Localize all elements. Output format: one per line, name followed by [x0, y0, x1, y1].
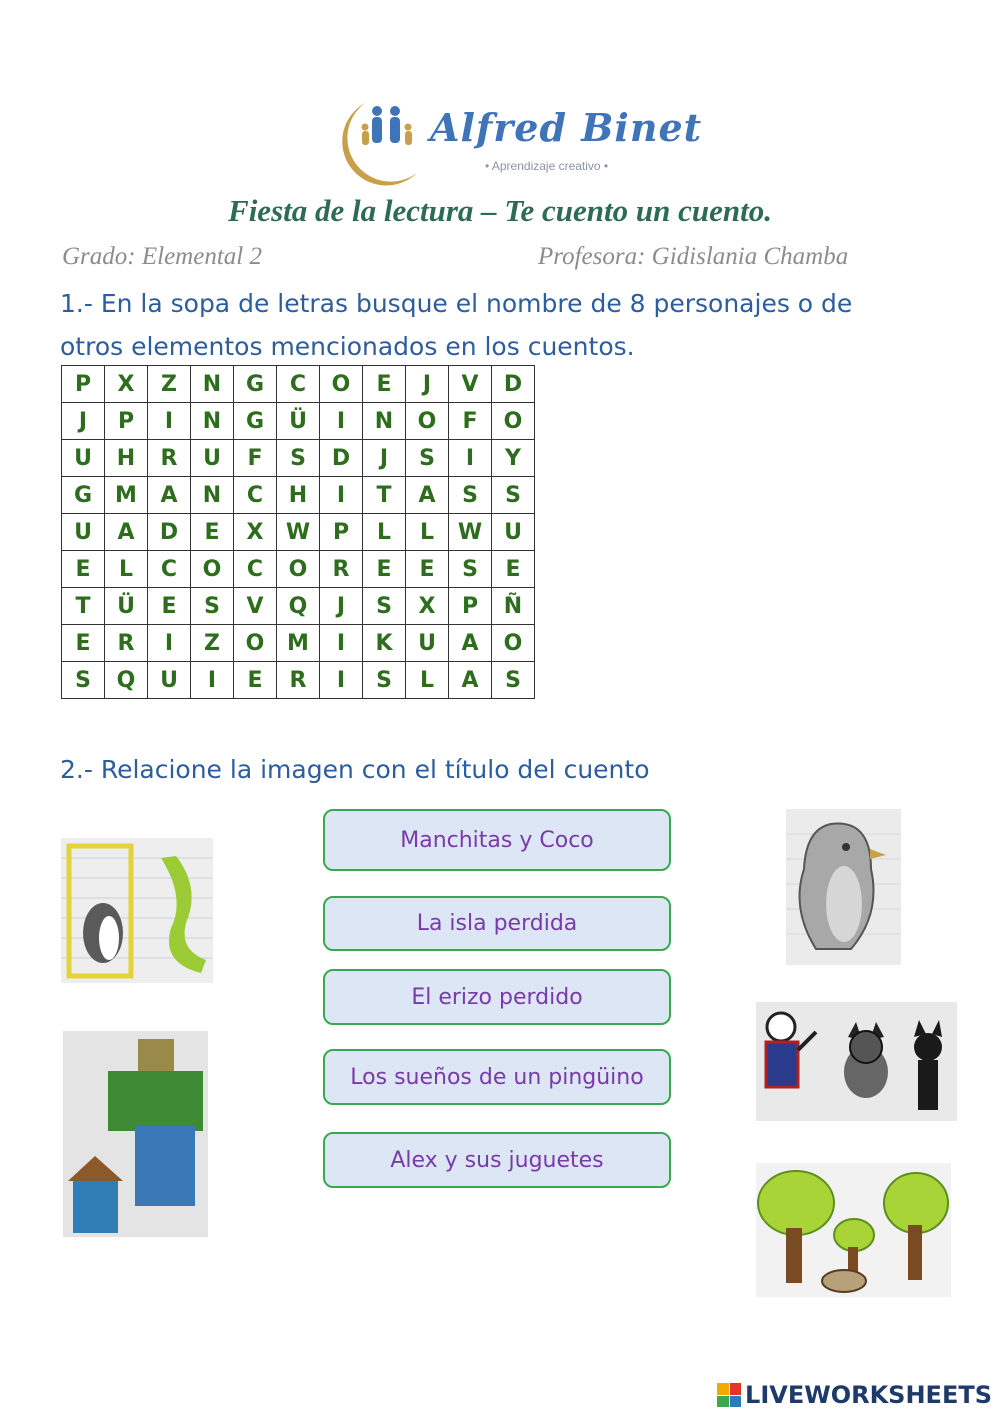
grid-cell[interactable]: R — [277, 662, 320, 699]
grid-cell[interactable]: G — [62, 477, 105, 514]
teacher-label: Profesora: Gidislania Chamba — [538, 243, 849, 270]
grid-cell[interactable]: X — [105, 366, 148, 403]
grid-cell[interactable]: O — [191, 551, 234, 588]
drawing-trees-and-hedgehog[interactable] — [756, 1163, 951, 1297]
grid-cell[interactable]: I — [320, 403, 363, 440]
grid-cell[interactable]: C — [148, 551, 191, 588]
grid-row — [62, 477, 535, 514]
grid-cell[interactable]: P — [449, 588, 492, 625]
moon-family-icon — [325, 95, 435, 190]
grid-cell[interactable]: E — [62, 551, 105, 588]
grid-cell[interactable]: W — [277, 514, 320, 551]
grid-cell[interactable]: V — [449, 366, 492, 403]
drawing-penguin-and-plant[interactable] — [61, 838, 213, 983]
grid-cell[interactable]: H — [105, 440, 148, 477]
grid-cell[interactable]: U — [406, 625, 449, 662]
grid-cell[interactable]: X — [406, 588, 449, 625]
grid-cell[interactable]: Ü — [277, 403, 320, 440]
page-title: Fiesta de la lectura – Te cuento un cuento. — [228, 193, 772, 228]
grid-cell[interactable]: Q — [277, 588, 320, 625]
grid-cell[interactable]: Ñ — [492, 588, 535, 625]
grid-cell[interactable]: D — [492, 366, 535, 403]
question-2: 2.- Relacione la imagen con el título del cuento — [60, 755, 650, 784]
grid-cell[interactable]: G — [234, 366, 277, 403]
grid-row — [62, 366, 535, 403]
grid-cell[interactable]: Z — [148, 366, 191, 403]
grid-cell[interactable]: E — [234, 662, 277, 699]
grid-cell[interactable]: K — [363, 625, 406, 662]
grid-cell[interactable]: I — [148, 403, 191, 440]
grid-cell[interactable]: E — [363, 366, 406, 403]
grid-cell[interactable]: R — [148, 440, 191, 477]
grid-cell[interactable]: E — [62, 625, 105, 662]
grid-cell[interactable]: I — [449, 440, 492, 477]
grid-cell[interactable]: S — [363, 662, 406, 699]
drawing-toys-and-cats[interactable] — [756, 1002, 957, 1121]
grid-row — [62, 551, 535, 588]
brand-text: LIVEWORKSHEETS — [745, 1381, 992, 1409]
grid-cell[interactable]: R — [320, 551, 363, 588]
grid-cell[interactable]: L — [105, 551, 148, 588]
grid-cell[interactable]: E — [363, 551, 406, 588]
answer-option-3[interactable]: El erizo perdido — [323, 969, 671, 1025]
grid-cell[interactable]: R — [105, 625, 148, 662]
answer-option-5[interactable]: Alex y sus juguetes — [323, 1132, 671, 1188]
grid-cell[interactable]: A — [148, 477, 191, 514]
grid-cell[interactable]: C — [234, 551, 277, 588]
answer-option-4[interactable]: Los sueños de un pingüino — [323, 1049, 671, 1105]
liveworksheets-icon — [717, 1383, 741, 1407]
question-1 — [60, 282, 960, 368]
grid-cell[interactable]: O — [277, 551, 320, 588]
grid-cell[interactable]: O — [492, 625, 535, 662]
drawing-boy-and-house[interactable] — [63, 1031, 208, 1237]
grid-cell[interactable]: J — [320, 588, 363, 625]
grid-cell[interactable]: E — [191, 514, 234, 551]
grid-cell[interactable]: C — [277, 366, 320, 403]
grid-cell[interactable]: P — [320, 514, 363, 551]
grid-cell[interactable]: S — [191, 588, 234, 625]
grid-row — [62, 625, 535, 662]
grid-cell[interactable]: N — [191, 477, 234, 514]
grid-cell[interactable]: P — [62, 366, 105, 403]
grid-cell[interactable]: I — [320, 625, 363, 662]
grid-cell[interactable]: T — [363, 477, 406, 514]
grid-cell[interactable]: E — [148, 588, 191, 625]
liveworksheets-brand — [717, 1381, 992, 1409]
school-logo — [325, 95, 703, 190]
grid-cell[interactable]: U — [62, 514, 105, 551]
question-1-line-1: 1.- En la sopa de letras busque el nombre de 8 personajes o de — [60, 289, 853, 318]
grid-cell[interactable]: H — [277, 477, 320, 514]
grid-row — [62, 662, 535, 699]
grid-cell[interactable]: O — [234, 625, 277, 662]
grid-cell[interactable]: I — [148, 625, 191, 662]
grid-cell[interactable]: W — [449, 514, 492, 551]
grid-cell[interactable]: F — [449, 403, 492, 440]
grid-cell[interactable]: N — [191, 403, 234, 440]
grid-cell[interactable]: T — [62, 588, 105, 625]
grid-cell[interactable]: N — [191, 366, 234, 403]
drawing-penguin[interactable] — [786, 809, 901, 965]
grid-cell[interactable]: F — [234, 440, 277, 477]
grid-cell[interactable]: L — [406, 662, 449, 699]
grid-row — [62, 403, 535, 440]
grid-cell[interactable]: S — [492, 662, 535, 699]
grid-cell[interactable]: U — [148, 662, 191, 699]
word-search-grid — [61, 365, 535, 699]
grid-cell[interactable]: A — [449, 662, 492, 699]
school-name: Alfred Binet — [430, 105, 703, 150]
grid-cell[interactable]: L — [363, 514, 406, 551]
grid-row — [62, 588, 535, 625]
grid-cell[interactable]: S — [62, 662, 105, 699]
grid-cell[interactable]: S — [449, 551, 492, 588]
grid-cell[interactable]: U — [191, 440, 234, 477]
grid-row — [62, 514, 535, 551]
grid-cell[interactable]: A — [406, 477, 449, 514]
school-tagline: • Aprendizaje creativo • — [485, 159, 609, 173]
grid-cell[interactable]: S — [406, 440, 449, 477]
grid-cell[interactable]: E — [492, 551, 535, 588]
grid-cell[interactable]: Q — [105, 662, 148, 699]
grid-cell[interactable]: U — [492, 514, 535, 551]
grade-label: Grado: Elemental 2 — [62, 243, 262, 270]
question-1-line-2: otros elementos mencionados en los cuentos. — [60, 332, 635, 361]
grid-cell[interactable]: O — [406, 403, 449, 440]
answer-option-1[interactable]: Manchitas y Coco — [323, 809, 671, 871]
grid-cell[interactable]: X — [234, 514, 277, 551]
grid-cell[interactable]: J — [62, 403, 105, 440]
grid-cell[interactable]: Y — [492, 440, 535, 477]
grid-cell[interactable]: U — [62, 440, 105, 477]
grid-cell[interactable]: S — [492, 477, 535, 514]
grid-cell[interactable]: S — [449, 477, 492, 514]
answer-option-2[interactable]: La isla perdida — [323, 896, 671, 951]
grid-cell[interactable]: G — [234, 403, 277, 440]
grid-cell[interactable]: A — [449, 625, 492, 662]
grid-cell[interactable]: M — [277, 625, 320, 662]
grid-cell[interactable]: I — [320, 662, 363, 699]
grid-cell[interactable]: L — [406, 514, 449, 551]
grid-cell[interactable]: J — [363, 440, 406, 477]
grid-cell[interactable]: N — [363, 403, 406, 440]
grid-cell[interactable]: C — [234, 477, 277, 514]
grid-cell[interactable]: Ü — [105, 588, 148, 625]
grid-row — [62, 440, 535, 477]
grid-cell[interactable]: D — [148, 514, 191, 551]
grid-cell[interactable]: Z — [191, 625, 234, 662]
grid-cell[interactable]: O — [320, 366, 363, 403]
grid-cell[interactable]: S — [363, 588, 406, 625]
grid-cell[interactable]: I — [320, 477, 363, 514]
grid-cell[interactable]: E — [406, 551, 449, 588]
grid-cell[interactable]: M — [105, 477, 148, 514]
grid-cell[interactable]: A — [105, 514, 148, 551]
grid-cell[interactable]: I — [191, 662, 234, 699]
grid-cell[interactable]: D — [320, 440, 363, 477]
grid-cell[interactable]: J — [406, 366, 449, 403]
grid-cell[interactable]: S — [277, 440, 320, 477]
grid-cell[interactable]: V — [234, 588, 277, 625]
grid-cell[interactable]: O — [492, 403, 535, 440]
grid-cell[interactable]: P — [105, 403, 148, 440]
